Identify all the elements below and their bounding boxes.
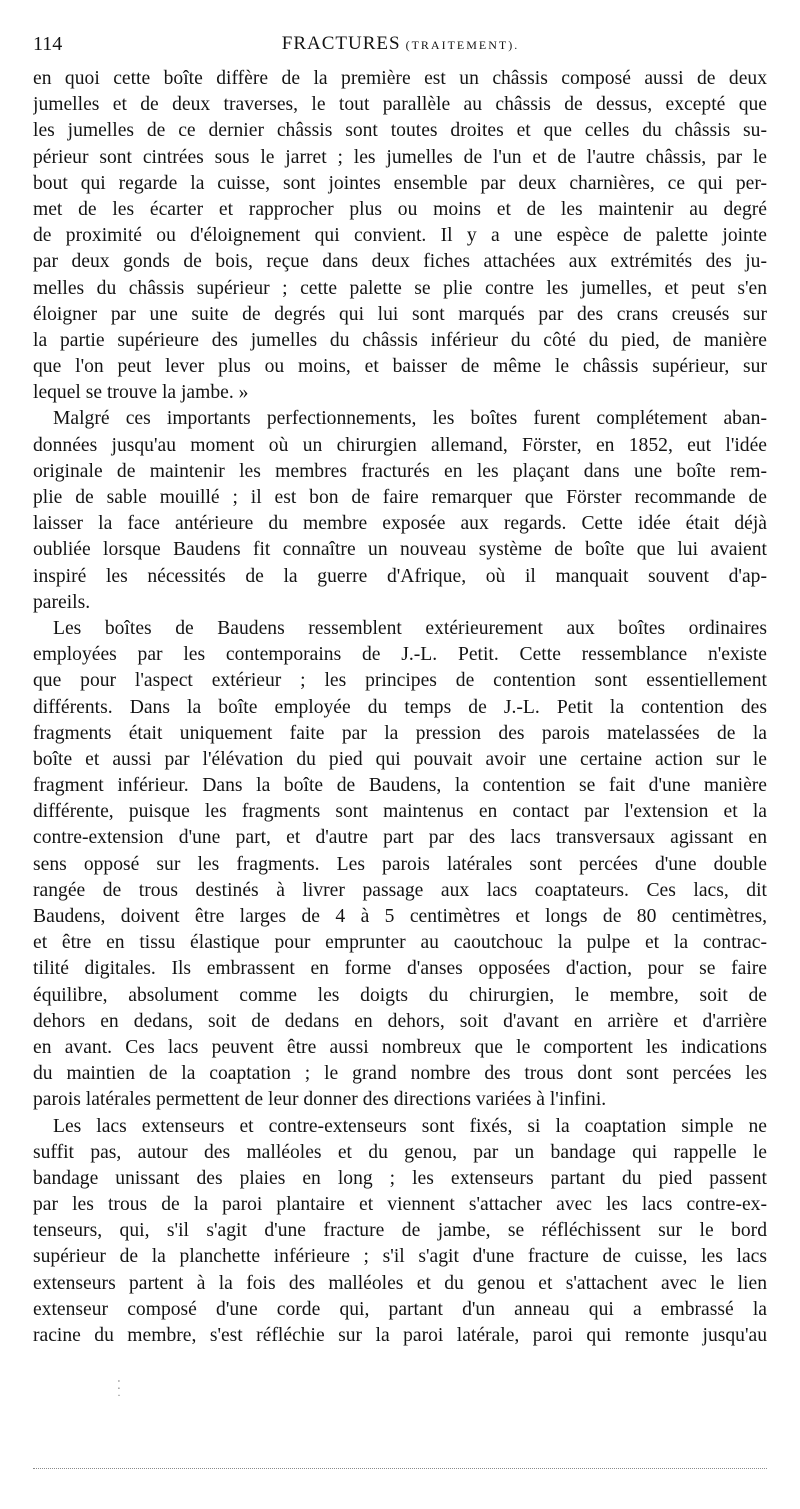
text-line: Baudens, doivent être larges de 4 à 5 centimètres et longs de 80 centimètres,	[33, 906, 767, 927]
text-line: extenseurs partent à la fois des malléoles et du genou et s'attachent avec le lien	[33, 1272, 767, 1294]
running-title	[33, 31, 768, 58]
text-line: par les trous de la paroi plantaire et viennent s'attacher avec les lacs contre-ex-	[33, 1194, 767, 1216]
text-line: bandage unissant des plaies en long ; les extenseurs partant du pied passent	[33, 1167, 767, 1189]
text-line: en avant. Ces lacs peuvent être aussi nombreux que le comportent les indications	[33, 1036, 767, 1058]
text-line: Malgré ces importants perfectionnements, les boîtes furent complétement aban-	[53, 408, 767, 430]
body-text	[33, 66, 767, 1349]
text-line: racine du membre, s'est réfléchie sur la paroi latérale, paroi qui remonte jusqu'au	[33, 1325, 767, 1346]
page-number: 114	[33, 33, 63, 55]
text-line: suffit pas, autour des malléoles et du genou, par un bandage qui rappelle le	[33, 1141, 767, 1163]
text-line: employées par les contemporains de J.-L. Petit. Cette ressemblance n'existe	[33, 644, 767, 666]
text-line: plie de sable mouillé ; il est bon de faire remarquer que Förster recommande de	[33, 487, 767, 508]
text-line: rangée de trous destinés à livrer passage aux lacs coaptateurs. Ces lacs, dit	[33, 879, 767, 901]
text-line: la partie supérieure des jumelles du châssis inférieur du côté du pied, de manière	[33, 329, 767, 351]
text-line: que l'on peut lever plus ou moins, et baisser de même le châssis supérieur, sur	[33, 356, 767, 378]
text-line: par deux gonds de bois, reçue dans deux fiches attachées aux extrémités des ju-	[33, 251, 767, 273]
text-line: dehors en dedans, soit de dedans en dehors, soit d'avant en arrière et d'arrière	[33, 1010, 767, 1032]
text-line: données jusqu'au moment où un chirurgien allemand, Förster, en 1852, eut l'idée	[33, 434, 767, 456]
running-title-main: FRACTURES	[281, 33, 401, 54]
text-line: les jumelles de ce dernier châssis sont toutes droites et que celles du châssis su-	[33, 120, 767, 142]
text-line: jumelles et de deux traverses, le tout parallèle au châssis de dessus, excepté que	[33, 94, 767, 116]
text-line: éloigner par une suite de degrés qui lui sont marqués par des crans creusés sur	[33, 303, 767, 325]
text-line: tenseurs, qui, s'il s'agit d'une fracture de jambe, se réfléchissent sur le bord	[33, 1220, 767, 1242]
text-line: en quoi cette boîte diffère de la première est un châssis composé aussi de deux	[33, 68, 767, 89]
text-line: melles du châssis supérieur ; cette palette se plie contre les jumelles, et peut s'en	[33, 277, 767, 299]
text-line: parois latérales permettent de leur donner des directions variées à l'infini.	[33, 1089, 607, 1111]
text-line: différente, puisque les fragments sont maintenus en contact par l'extension et la	[33, 801, 767, 823]
text-line: pareils.	[33, 591, 91, 613]
text-line: tilité digitales. Ils embrassent en forme d'anses opposées d'action, pour se faire	[33, 958, 767, 980]
text-line: Les lacs extenseurs et contre-extenseurs sont fixés, si la coaptation simple ne	[53, 1115, 767, 1137]
text-line: sens opposé sur les fragments. Les parois latérales sont percées d'une double	[33, 853, 767, 875]
text-line: périeur sont cintrées sous le jarret ; les jumelles de l'un et de l'autre châssis, par le	[33, 146, 767, 168]
text-line: supérieur de la planchette inférieure ; s'il s'agit d'une fracture de cuisse, les lacs	[33, 1246, 767, 1268]
text-line: originale de maintenir les membres fracturés en les plaçant dans une boîte rem-	[33, 460, 767, 482]
text-line: boîte et aussi par l'élévation du pied qui pouvait avoir une certaine action sur le	[33, 748, 767, 770]
text-line: de proximité ou d'éloignement qui convient. Il y a une espèce de palette jointe	[33, 225, 767, 247]
text-line: différents. Dans la boîte employée du temps de J.-L. Petit la contention des	[33, 696, 767, 718]
text-line: et être en tissu élastique pour emprunter au caoutchouc la pulpe et la contrac-	[33, 932, 767, 954]
text-line: oubliée lorsque Baudens fit connaître un nouveau système de boîte que lui avaient	[33, 539, 767, 561]
text-line: fragments était uniquement faite par la pression des parois matelassées de la	[33, 722, 767, 744]
text-line: fragment inférieur. Dans la boîte de Baudens, la contention se fait d'une manière	[33, 775, 767, 797]
text-line: du maintien de la coaptation ; le grand nombre des trous dont sont percées les	[33, 1063, 767, 1085]
text-line: extenseur composé d'une corde qui, partant d'un anneau qui a embrassé la	[33, 1298, 767, 1320]
text-line: Les boîtes de Baudens ressemblent extérieurement aux boîtes ordinaires	[53, 617, 767, 639]
text-line: inspiré les nécessités de la guerre d'Afrique, où il manquait souvent d'ap-	[33, 565, 767, 587]
text-line: que pour l'aspect extérieur ; les principes de contention sont essentiellement	[33, 670, 767, 692]
text-line: contre-extension d'une part, et d'autre part par des lacs transversaux agissant en	[33, 827, 767, 849]
text-line: met de les écarter et rapprocher plus ou moins et de les maintenir au degré	[33, 198, 767, 220]
running-head	[33, 31, 768, 57]
text-line: laisser la face antérieure du membre exposée aux regards. Cette idée était déjà	[33, 513, 767, 535]
scan-speck: ⁚ ·	[117, 1378, 121, 1402]
running-title-sub: (TRAITEMENT).	[405, 38, 520, 52]
text-line: lequel se trouve la jambe. »	[33, 382, 249, 404]
text-line: équilibre, absolument comme les doigts du chirurgien, le membre, soit de	[33, 984, 767, 1006]
text-line: bout qui regarde la cuisse, sont jointes ensemble par deux charnières, ce qui per-	[33, 172, 767, 194]
footer-dotted-rule	[33, 1468, 767, 1469]
